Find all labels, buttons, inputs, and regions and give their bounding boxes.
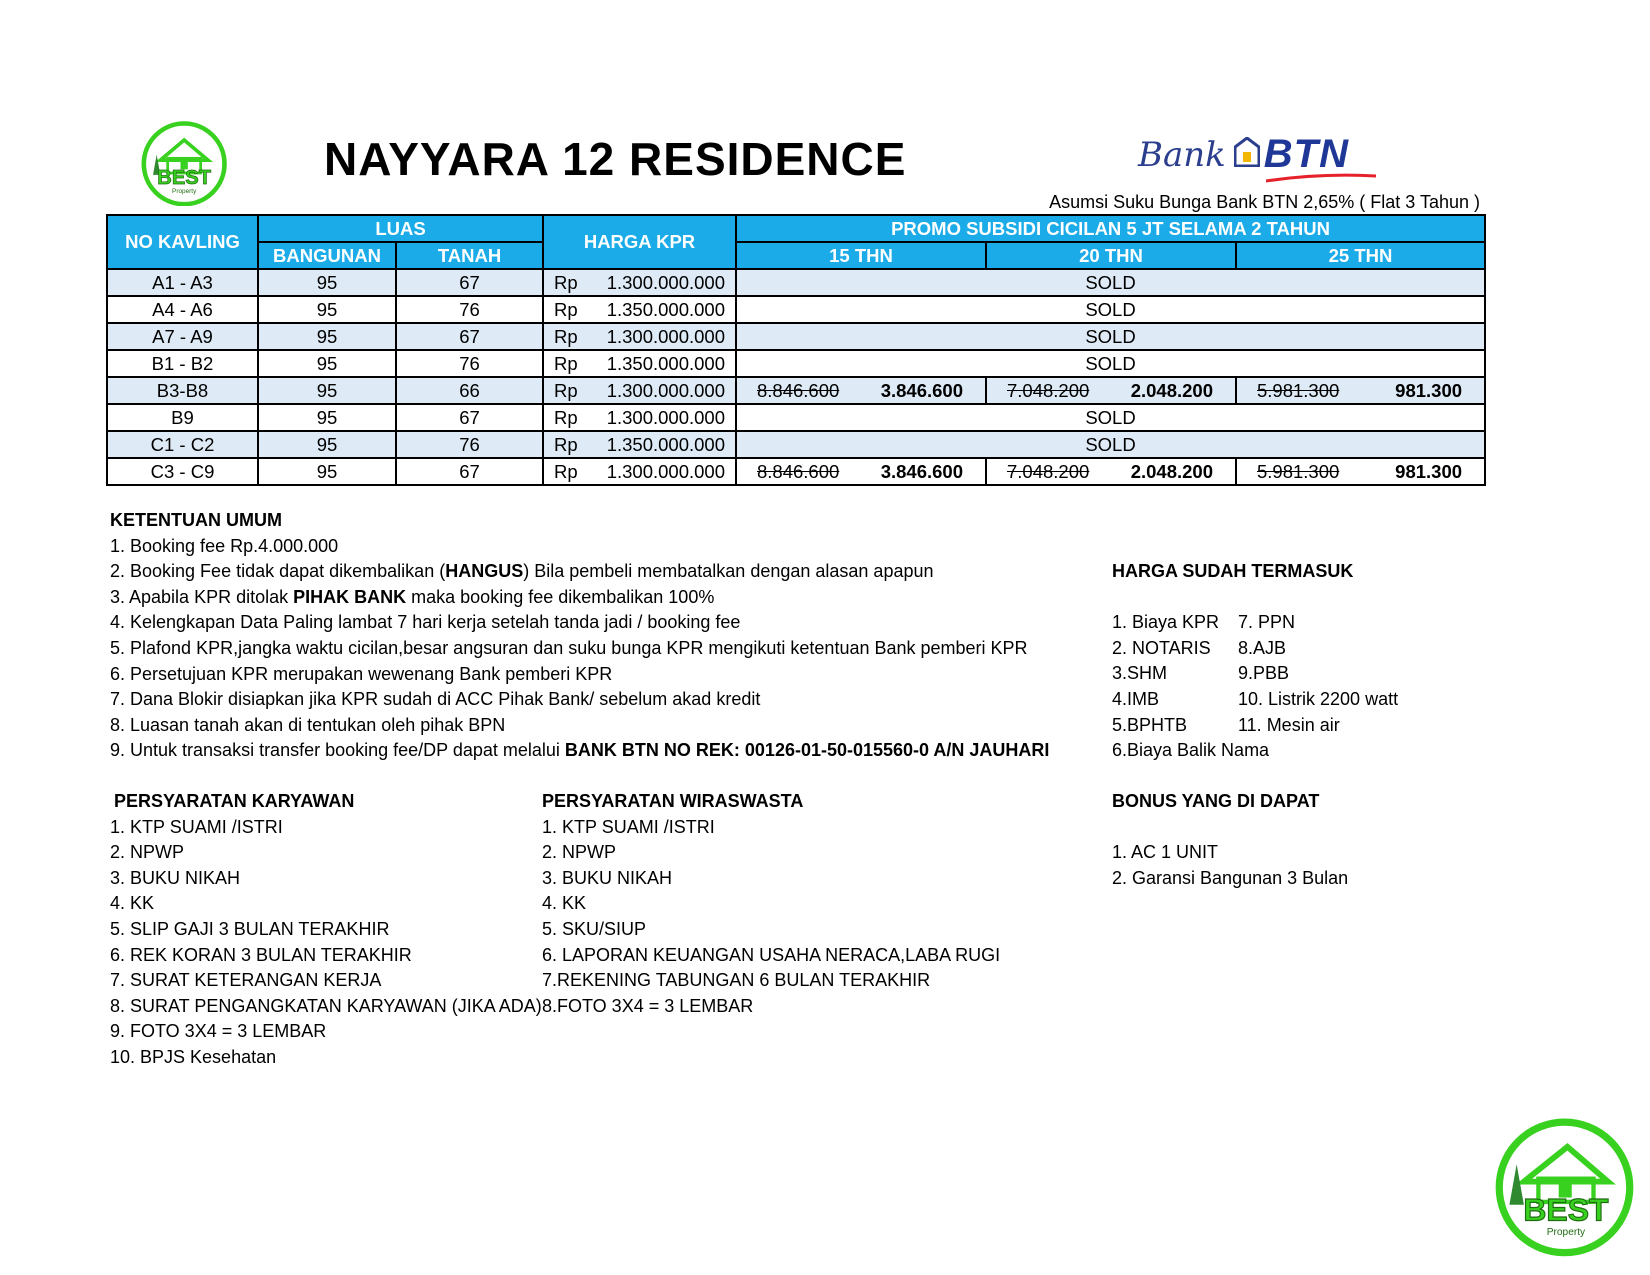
harga-value: 1.300.000.000	[606, 271, 725, 293]
kavling-cell: C3 - C9	[107, 458, 258, 485]
ketentuan-item: 3. Apabila KPR ditolak PIHAK BANK maka booking fee dikembalikan 100%	[110, 586, 715, 607]
bank-house-icon	[1234, 137, 1260, 172]
currency-label: Rp	[554, 352, 578, 374]
ketentuan-item: 8. Luasan tanah akan di tentukan oleh pihak BPN	[110, 714, 506, 735]
header-15-thn: 15 THN	[736, 242, 986, 269]
harga-cell	[543, 350, 736, 377]
harga-value: 1.350.000.000	[606, 433, 725, 455]
btn-brand	[1264, 132, 1349, 177]
sold-status: SOLD	[736, 323, 1485, 350]
termasuk-item: 4.IMB	[1112, 688, 1160, 709]
tanah-cell: 67	[396, 323, 543, 350]
kavling-cell: A7 - A9	[107, 323, 258, 350]
bangunan-cell: 95	[258, 296, 396, 323]
logo-large-subtext: Property	[1546, 1227, 1586, 1239]
old-installment: 7.048.200	[1007, 379, 1090, 401]
wiraswasta-item: 3. BUKU NIKAH	[542, 867, 673, 888]
price-table	[106, 214, 1486, 486]
tanah-cell: 76	[396, 296, 543, 323]
wiraswasta-item: 1. KTP SUAMI /ISTRI	[542, 816, 715, 837]
bangunan-cell: 95	[258, 350, 396, 377]
new-installment: 2.048.200	[1130, 460, 1213, 482]
ketentuan-umum	[110, 508, 1049, 764]
currency-label: Rp	[554, 271, 578, 293]
harga-termasuk	[1112, 559, 1398, 764]
ketentuan-heading: KETENTUAN UMUM	[110, 510, 282, 530]
table-row	[107, 323, 1485, 350]
termasuk-item: 9.PBB	[1238, 663, 1290, 684]
termasuk-item: 3.SHM	[1112, 663, 1168, 684]
new-installment: 3.846.600	[880, 379, 963, 401]
termasuk-heading: HARGA SUDAH TERMASUK	[1112, 561, 1354, 581]
ketentuan-item: 2. Booking Fee tidak dapat dikembalikan (HANGUS) Bila pembeli membatalkan dengan alasan apapun	[110, 561, 934, 582]
logo-subtext: Property	[172, 188, 197, 196]
ketentuan-item: 1. Booking fee Rp.4.000.000	[110, 535, 339, 556]
bangunan-cell: 95	[258, 431, 396, 458]
new-installment: 3.846.600	[880, 460, 963, 482]
tanah-cell: 67	[396, 404, 543, 431]
bangunan-cell: 95	[258, 323, 396, 350]
promo-cell	[1236, 458, 1485, 485]
sold-status: SOLD	[736, 431, 1485, 458]
harga-cell	[543, 458, 736, 485]
karyawan-heading: PERSYARATAN KARYAWAN	[114, 791, 355, 811]
persyaratan-wiraswasta	[542, 789, 1000, 1019]
table-row	[107, 377, 1485, 404]
wiraswasta-item: 8.FOTO 3X4 = 3 LEMBAR	[542, 995, 754, 1016]
kavling-cell: B9	[107, 404, 258, 431]
tanah-cell: 66	[396, 377, 543, 404]
karyawan-item: 4. KK	[110, 893, 155, 914]
karyawan-item: 6. REK KORAN 3 BULAN TERAKHIR	[110, 944, 412, 965]
currency-label: Rp	[554, 460, 578, 482]
termasuk-item: 1. Biaya KPR	[1112, 612, 1220, 633]
kavling-cell: B3-B8	[107, 377, 258, 404]
logo-text: BEST	[157, 167, 212, 189]
page-title: NAYYARA 12 RESIDENCE	[324, 133, 907, 185]
wiraswasta-item: 6. LAPORAN KEUANGAN USAHA NERACA,LABA RUGI	[542, 944, 1001, 965]
wiraswasta-item: 2. NPWP	[542, 842, 617, 863]
harga-cell	[543, 269, 736, 296]
table-row	[107, 458, 1485, 485]
old-installment: 5.981.300	[1257, 379, 1340, 401]
currency-label: Rp	[554, 325, 578, 347]
best-property-logo	[140, 118, 232, 206]
karyawan-item: 10. BPJS Kesehatan	[110, 1046, 277, 1067]
new-installment: 981.300	[1395, 460, 1463, 482]
harga-value: 1.300.000.000	[606, 325, 725, 347]
bank-btn-logo	[1138, 132, 1349, 177]
sold-status: SOLD	[736, 350, 1485, 377]
harga-value: 1.300.000.000	[606, 379, 725, 401]
ketentuan-item: 6. Persetujuan KPR merupakan wewenang Bank pemberi KPR	[110, 663, 613, 684]
termasuk-item: 7. PPN	[1238, 612, 1296, 633]
termasuk-item: 11. Mesin air	[1238, 714, 1340, 735]
old-installment: 8.846.600	[757, 460, 840, 482]
karyawan-item: 3. BUKU NIKAH	[110, 867, 241, 888]
promo-cell	[1236, 377, 1485, 404]
header-promo: PROMO SUBSIDI CICILAN 5 JT SELAMA 2 TAHUN	[736, 215, 1485, 242]
karyawan-item: 9. FOTO 3X4 = 3 LEMBAR	[110, 1021, 327, 1042]
harga-value: 1.350.000.000	[606, 298, 725, 320]
interest-assumption: Asumsi Suku Bunga Bank BTN 2,65% ( Flat 3 Tahun )	[1049, 192, 1480, 212]
sold-status: SOLD	[736, 296, 1485, 323]
best-property-logo-large	[1492, 1112, 1637, 1257]
harga-cell	[543, 404, 736, 431]
karyawan-item: 7. SURAT KETERANGAN KERJA	[110, 970, 382, 991]
termasuk-item: 2. NOTARIS	[1112, 637, 1211, 658]
wiraswasta-heading: PERSYARATAN WIRASWASTA	[542, 791, 804, 811]
new-installment: 2.048.200	[1130, 379, 1213, 401]
table-row	[107, 269, 1485, 296]
btn-swoosh-icon	[1266, 173, 1376, 183]
harga-cell	[543, 431, 736, 458]
sold-status: SOLD	[736, 269, 1485, 296]
old-installment: 8.846.600	[757, 379, 840, 401]
kavling-cell: C1 - C2	[107, 431, 258, 458]
table-row	[107, 296, 1485, 323]
sold-status: SOLD	[736, 404, 1485, 431]
header-25-thn: 25 THN	[1236, 242, 1485, 269]
harga-value: 1.350.000.000	[606, 352, 725, 374]
bangunan-cell: 95	[258, 269, 396, 296]
ketentuan-item: 5. Plafond KPR,jangka waktu cicilan,besar angsuran dan suku bunga KPR mengikuti ketentuan Bank pemberi KPR	[110, 637, 1028, 658]
btn-brand-text: BTN	[1263, 132, 1349, 176]
header-no-kavling: NO KAVLING	[107, 215, 258, 269]
harga-value: 1.300.000.000	[606, 406, 725, 428]
promo-cell	[986, 377, 1236, 404]
harga-cell	[543, 377, 736, 404]
currency-label: Rp	[554, 433, 578, 455]
header-bangunan: BANGUNAN	[258, 242, 396, 269]
bangunan-cell: 95	[258, 377, 396, 404]
ketentuan-item: 9. Untuk transaksi transfer booking fee/DP dapat melalui BANK BTN NO REK: 00126-01-50-015560-0 A/N JAUHARI	[110, 740, 1050, 761]
promo-cell	[986, 458, 1236, 485]
currency-label: Rp	[554, 406, 578, 428]
bold-text: HANGUS	[445, 561, 524, 582]
bonus-item: 1. AC 1 UNIT	[1112, 842, 1219, 863]
tanah-cell: 67	[396, 458, 543, 485]
new-installment: 981.300	[1395, 379, 1463, 401]
currency-label: Rp	[554, 379, 578, 401]
kavling-cell: A4 - A6	[107, 296, 258, 323]
termasuk-item	[1238, 738, 1398, 764]
harga-value: 1.300.000.000	[606, 460, 725, 482]
termasuk-item: 10. Listrik 2200 watt	[1238, 688, 1399, 709]
harga-cell	[543, 296, 736, 323]
table-row	[107, 404, 1485, 431]
promo-cell	[736, 377, 986, 404]
termasuk-item: 8.AJB	[1238, 637, 1287, 658]
old-installment: 5.981.300	[1257, 460, 1340, 482]
bonus-section	[1112, 789, 1348, 891]
table-row	[107, 431, 1485, 458]
header-luas: LUAS	[258, 215, 543, 242]
tanah-cell: 76	[396, 350, 543, 377]
kavling-cell: A1 - A3	[107, 269, 258, 296]
header-tanah: TANAH	[396, 242, 543, 269]
karyawan-item: 5. SLIP GAJI 3 BULAN TERAKHIR	[110, 918, 390, 939]
wiraswasta-item: 4. KK	[542, 893, 587, 914]
karyawan-item: 1. KTP SUAMI /ISTRI	[110, 816, 283, 837]
promo-cell	[736, 458, 986, 485]
karyawan-item: 2. NPWP	[110, 842, 185, 863]
karyawan-item: 8. SURAT PENGANGKATAN KARYAWAN (JIKA ADA)	[110, 995, 542, 1016]
old-installment: 7.048.200	[1007, 460, 1090, 482]
bank-word: Bank	[1138, 134, 1226, 175]
harga-cell	[543, 323, 736, 350]
termasuk-item: 5.BPHTB	[1112, 714, 1188, 735]
bold-text: BANK BTN NO REK: 00126-01-50-015560-0 A/N JAUHARI	[564, 740, 1050, 761]
header-harga-kpr: HARGA KPR	[543, 215, 736, 269]
tanah-cell: 76	[396, 431, 543, 458]
house-logo-large-icon	[1492, 1112, 1637, 1257]
header-20-thn: 20 THN	[986, 242, 1236, 269]
kavling-cell: B1 - B2	[107, 350, 258, 377]
currency-label: Rp	[554, 298, 578, 320]
wiraswasta-item: 7.REKENING TABUNGAN 6 BULAN TERAKHIR	[542, 970, 931, 991]
ketentuan-item: 4. Kelengkapan Data Paling lambat 7 hari kerja setelah tanda jadi / booking fee	[110, 612, 741, 633]
persyaratan-karyawan	[110, 789, 542, 1071]
table-row	[107, 350, 1485, 377]
ketentuan-item: 7. Dana Blokir disiapkan jika KPR sudah di ACC Pihak Bank/ sebelum akad kredit	[110, 689, 761, 710]
bonus-item: 2. Garansi Bangunan 3 Bulan	[1112, 867, 1349, 888]
termasuk-item: 6.Biaya Balik Nama	[1112, 740, 1270, 761]
bonus-heading: BONUS YANG DI DAPAT	[1112, 791, 1320, 811]
logo-large-text: BEST	[1523, 1191, 1609, 1228]
bangunan-cell: 95	[258, 458, 396, 485]
tanah-cell: 67	[396, 269, 543, 296]
wiraswasta-item: 5. SKU/SIUP	[542, 918, 647, 939]
bangunan-cell: 95	[258, 404, 396, 431]
bold-text: PIHAK BANK	[293, 586, 407, 607]
house-logo-icon	[140, 118, 232, 206]
